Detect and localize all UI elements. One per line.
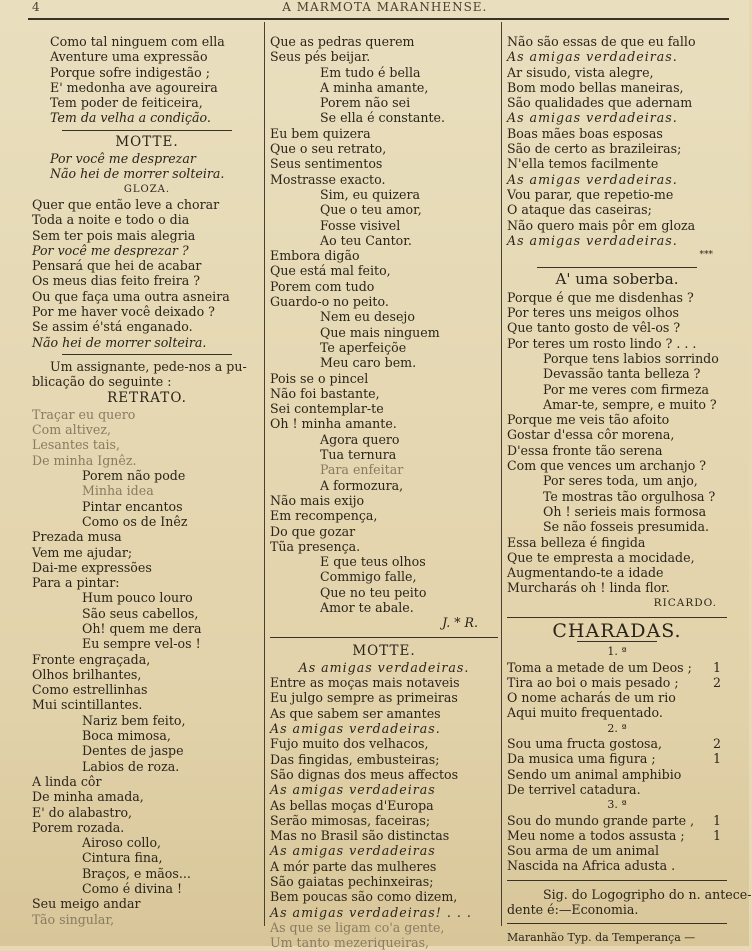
text-line: Porque me veis tão afoito — [507, 412, 670, 428]
header-rule — [28, 18, 729, 20]
charada-line — [507, 675, 727, 690]
charada-text: Sendo um animal amphibio — [507, 766, 682, 782]
charada-syllable-count: 1 — [712, 751, 721, 767]
charada-line — [507, 660, 727, 675]
text-line: As que sabem ser amantes — [270, 705, 441, 721]
text-line: Dentes de jaspe — [82, 743, 184, 759]
charada-syllable-count: 2 — [712, 736, 721, 752]
motte-lines — [32, 151, 262, 182]
charada-line — [507, 751, 727, 766]
text-line: Se assim é'stá enganado. — [32, 319, 193, 335]
text-line: Te mostras tão orgulhosa ? — [543, 488, 716, 504]
text-line: dente é:—Economia. — [507, 902, 639, 918]
text-line: Dai-me expressões — [32, 559, 152, 575]
text-line: Braços, e mãos... — [82, 865, 191, 881]
text-line: Como os de Inêz — [82, 513, 188, 529]
section-rule — [62, 354, 232, 355]
text-line: Em recompença, — [270, 508, 378, 524]
text-line: Porque sofre indigestão ; — [50, 64, 210, 80]
text-line: São de certo as brazileiras; — [507, 141, 682, 157]
text-line: Que as pedras querem — [270, 34, 415, 49]
text-line: Sim, eu quizera — [320, 186, 420, 202]
text-line: Fosse visivel — [320, 217, 401, 233]
text-line: Porque é que me disdenhas ? — [507, 289, 694, 305]
text-line: Por me haver você deixado ? — [32, 304, 215, 320]
poem-signature: J. * R. — [442, 615, 478, 631]
text-line: Sem ter pois mais alegria — [32, 227, 196, 243]
text-line: Toda a noite e todo o dia — [32, 212, 190, 228]
retrato-poem-continued — [270, 34, 498, 615]
column-divider-2 — [501, 22, 502, 926]
logogripho-solution — [507, 886, 752, 918]
text-line: Oh! quem me dera — [82, 620, 202, 636]
text-line: Prezada musa — [32, 529, 122, 545]
text-line: São dignas dos meus affectos — [270, 766, 459, 782]
text-line: Amor te abale. — [320, 599, 414, 615]
text-line: Porem rozada. — [32, 819, 125, 835]
charada-text: Da musica uma figura ; — [507, 751, 656, 767]
motte-line: As amigas verdadeiras. — [298, 659, 470, 675]
text-line: Mostrasse exacto. — [270, 171, 386, 187]
charada-line — [507, 705, 727, 720]
text-line: Não quero mais pôr em gloza — [507, 217, 696, 233]
text-line: A linda côr — [32, 773, 102, 789]
charada-text: Nascida na Africa adusta . — [507, 858, 676, 874]
text-line: Porem com tudo — [270, 278, 375, 294]
text-line: Minha idea — [82, 483, 154, 499]
text-line: Ou que faça uma outra asneira — [32, 288, 230, 304]
text-line: Para a pintar: — [32, 575, 120, 591]
text-line: As amigas verdadeiras. — [507, 110, 678, 126]
text-line: Labios de roza. — [82, 758, 180, 774]
text-line: Tua ternura — [320, 447, 397, 463]
charada-text: Aqui muito frequentado. — [507, 705, 663, 721]
text-line: Do que gozar — [270, 523, 356, 539]
text-line: Bom modo bellas maneiras, — [507, 79, 684, 95]
text-line: Se ella é constante. — [320, 110, 445, 126]
text-line: Não hei de morrer solteira. — [32, 334, 207, 350]
text-line: Vem me ajudar; — [32, 544, 133, 560]
text-line: Nariz bem feito, — [82, 712, 186, 728]
charada-line — [507, 843, 727, 858]
text-line: Eu bem quizera — [270, 125, 371, 141]
text-line: A mór parte das mulheres — [270, 858, 437, 874]
text-line: Vou parar, que repetio-me — [507, 186, 674, 202]
intro-poem — [32, 34, 262, 126]
text-line: Quer que então leve a chorar — [32, 196, 220, 212]
text-line: Olhos brilhantes, — [32, 666, 142, 682]
text-line: Os meus dias feito freira ? — [32, 273, 201, 289]
charada-line — [507, 782, 727, 797]
text-line: Oh ! minha amante. — [270, 416, 397, 432]
text-line: Devassão tanta belleza ? — [543, 366, 701, 382]
text-line: Que no teu peito — [320, 584, 427, 600]
section-rule — [537, 267, 697, 268]
text-line: Em tudo é bella — [320, 64, 421, 80]
text-line: Não mais exijo — [270, 492, 365, 508]
charadas-heading: CHARADAS. — [552, 619, 682, 642]
section-rule — [270, 637, 498, 638]
text-line: Seu meigo andar — [32, 896, 141, 912]
text-line: Hum pouco louro — [82, 590, 193, 606]
charada-text: Toma a metade de um Deos ; — [507, 659, 692, 675]
text-line: São qualidades que adernam — [507, 95, 693, 111]
text-line: As amigas verdadeiras. — [270, 721, 441, 737]
column-2 — [270, 34, 498, 951]
text-line: N'ella temos facilmente — [507, 156, 659, 172]
text-line: Murcharás oh ! linda flor. — [507, 580, 670, 596]
text-line: Agora quero — [320, 431, 400, 447]
soberba-signature: RICARDO. — [653, 596, 717, 609]
charada-syllable-count: 2 — [712, 674, 721, 690]
text-line: Com que vences um archanjo ? — [507, 458, 707, 474]
text-line: A formozura, — [320, 477, 404, 493]
retrato-poem — [32, 407, 262, 927]
text-line: Pensará que hei de acabar — [32, 258, 202, 274]
text-line: Que o seu retrato, — [270, 141, 387, 157]
text-line: De minha Ignêz. — [32, 452, 137, 468]
text-line: E' do alabastro, — [32, 804, 133, 820]
text-line: Mas no Brasil são distinctas — [270, 828, 450, 844]
charada-line — [507, 736, 727, 751]
text-line: As amigas verdadeiras. — [507, 171, 678, 187]
text-line: As amigas verdadeiras! . . . — [270, 904, 472, 920]
charada-text: Sou uma fructa gostosa, — [507, 736, 663, 752]
text-line: Como é divina ! — [82, 881, 183, 897]
text-line: Oh ! serieis mais formosa — [543, 503, 707, 519]
text-line: Se não fosseis presumida. — [543, 519, 710, 535]
text-line: Para enfeitar — [320, 462, 404, 478]
subscriber-note — [32, 359, 262, 390]
text-line: Seus sentimentos — [270, 156, 383, 172]
text-line: Como estrellinhas — [32, 682, 148, 698]
glosa-heading: GLOZA. — [123, 183, 171, 195]
text-line: Gostar d'essa côr morena, — [507, 427, 675, 443]
text-line: As amigas verdadeiras — [270, 782, 436, 798]
soberba-poem — [507, 290, 727, 596]
text-line: Por teres um rosto lindo ? . . . — [507, 335, 697, 351]
charada-text: Sou do mundo grande parte , — [507, 812, 695, 828]
text-line: Por você me desprezar — [50, 151, 196, 167]
text-line: Que mais ninguem — [320, 324, 440, 340]
text-line: São gaiatas pechinxeiras; — [270, 874, 434, 890]
text-line: Um tanto mezeriqueiras, — [270, 935, 430, 951]
charada-number: 2. ª — [607, 721, 627, 735]
charada-syllable-count: 1 — [712, 812, 721, 828]
text-line: Entre as moças mais notaveis — [270, 675, 460, 691]
text-line: Pintar encantos — [82, 498, 183, 514]
text-line: Nem eu desejo — [320, 309, 415, 325]
stars-separator: *** — [699, 250, 713, 261]
text-line: blicação do seguinte : — [32, 374, 172, 390]
text-line: Tem poder de feiticeira, — [50, 95, 203, 111]
column-1 — [32, 34, 262, 927]
text-line: Pois se o pincel — [270, 370, 369, 386]
text-line: D'essa fronte tão serena — [507, 442, 663, 458]
page-number: 4 — [32, 0, 41, 14]
text-line: Boca mimosa, — [82, 728, 171, 744]
text-line: O ataque das caseiras; — [507, 202, 652, 218]
text-line: Ar sisudo, vista alegre, — [507, 64, 654, 80]
text-line: Não foi bastante, — [270, 385, 380, 401]
text-line: Sig. do Logogripho do n. antece- — [543, 886, 752, 902]
text-line: Fronte engraçada, — [32, 651, 151, 667]
charadas-list — [507, 644, 727, 873]
amigas-glosa — [270, 675, 498, 950]
printer-imprint: Maranhão Typ. da Temperança — — [507, 931, 696, 945]
charada-text: Tira ao boi o mais pesado ; — [507, 674, 679, 690]
text-line: Tão singular, — [32, 911, 115, 927]
charada-line — [507, 858, 727, 873]
text-line: Traçar eu quero — [32, 406, 136, 422]
text-line: Tem da velha a condição. — [50, 110, 211, 126]
text-line: Guardo-o no peito. — [270, 294, 389, 310]
text-line: Tũa presença. — [270, 538, 361, 554]
text-line: Das fingidas, embusteiras; — [270, 751, 440, 767]
text-line: Porem não sei — [320, 95, 411, 111]
column-divider-1 — [264, 22, 265, 926]
text-line: Essa belleza é fingida — [507, 534, 646, 550]
text-line: São seus cabellos, — [82, 605, 199, 621]
motte-heading: MOTTE. — [115, 133, 179, 150]
text-line: Mui scintillantes. — [32, 697, 143, 713]
section-rule — [507, 880, 727, 881]
text-line: Bem poucas são como dizem, — [270, 889, 458, 905]
text-line: Com altivez, — [32, 422, 111, 438]
text-line: Serão mimosas, faceiras; — [270, 812, 431, 828]
text-line: Ao teu Cantor. — [320, 232, 412, 248]
text-line: Boas mães boas esposas — [507, 125, 663, 141]
text-line: Não são essas de que eu fallo — [507, 34, 696, 49]
charada-text: O nome acharás de um rio — [507, 690, 676, 706]
text-line: Por você me desprezar ? — [32, 242, 189, 258]
section-rule — [62, 130, 232, 131]
amigas-glosa-continued — [507, 34, 727, 248]
text-line: Porque tens labios sorrindo — [543, 350, 719, 366]
text-line: Que te empresta a mocidade, — [507, 549, 695, 565]
motte-heading-2: MOTTE. — [352, 642, 416, 659]
charada-line — [507, 690, 727, 705]
text-line: Commigo falle, — [320, 569, 417, 585]
text-line: Por seres toda, um anjo, — [543, 473, 698, 489]
text-line: Que o teu amor, — [320, 202, 422, 218]
text-line: Amar-te, sempre, e muito ? — [543, 396, 717, 412]
soberba-heading: A' uma soberba. — [555, 270, 679, 289]
text-line: Airoso collo, — [82, 835, 162, 851]
text-line: Eu julgo sempre as primeiras — [270, 690, 458, 706]
charada-number: 1. ª — [607, 645, 627, 659]
text-line: Cintura fina, — [82, 850, 163, 866]
glosa-poem — [32, 197, 262, 350]
charada-line — [507, 813, 727, 828]
text-line: Eu sempre vel-os ! — [82, 636, 201, 652]
text-line: As amigas verdadeiras. — [507, 232, 678, 248]
charada-syllable-count: 1 — [712, 827, 721, 843]
text-line: E que teus olhos — [320, 554, 426, 570]
column-3 — [507, 34, 752, 946]
text-line: Lesantes tais, — [32, 437, 120, 453]
text-line: E' medonha ave agoureira — [50, 79, 218, 95]
text-line: Que está mal feito, — [270, 263, 391, 279]
text-line: Fujo muito dos velhacos, — [270, 736, 429, 752]
text-line: Como tal ninguem com ella — [50, 34, 225, 49]
section-rule — [507, 617, 727, 618]
charada-line — [507, 767, 727, 782]
text-line: A minha amante, — [320, 79, 429, 95]
charada-syllable-count: 1 — [712, 659, 721, 675]
text-line: Te aperfeiçõe — [320, 339, 407, 355]
charada-text: Sou arma de um animal — [507, 843, 660, 859]
charada-line — [507, 828, 727, 843]
text-line: As amigas verdadeiras — [270, 843, 436, 859]
text-line: Seus pés beijar. — [270, 49, 371, 65]
text-line: Por me veres com firmeza — [543, 381, 710, 397]
charada-text: De terrivel catadura. — [507, 781, 641, 797]
text-line: As bellas moças d'Europa — [270, 797, 434, 813]
charada-text: Meu nome a todos assusta ; — [507, 827, 685, 843]
text-line: De minha amada, — [32, 789, 144, 805]
text-line: Que tanto gosto de vêl-os ? — [507, 320, 681, 336]
text-line: Por teres uns meigos olhos — [507, 305, 680, 321]
text-line: Não hei de morrer solteira. — [50, 166, 225, 182]
text-line: Embora digão — [270, 248, 360, 264]
section-rule — [507, 923, 727, 924]
newspaper-title: A MARMOTA MARANHENSE. — [282, 0, 488, 14]
text-line: As amigas verdadeiras. — [507, 49, 678, 65]
text-line: As que se ligam co'a gente, — [270, 919, 445, 935]
text-line: Aventure uma expressão — [50, 49, 208, 65]
charada-number: 3. ª — [607, 798, 627, 812]
retrato-heading: RETRATO. — [107, 389, 187, 406]
text-line: Um assignante, pede-nos a pu- — [50, 358, 247, 374]
text-line: Meu caro bem. — [320, 355, 417, 371]
text-line: Augmentando-te a idade — [507, 565, 664, 581]
text-line: Sei contemplar-te — [270, 401, 384, 417]
text-line: Porem não pode — [82, 468, 186, 484]
